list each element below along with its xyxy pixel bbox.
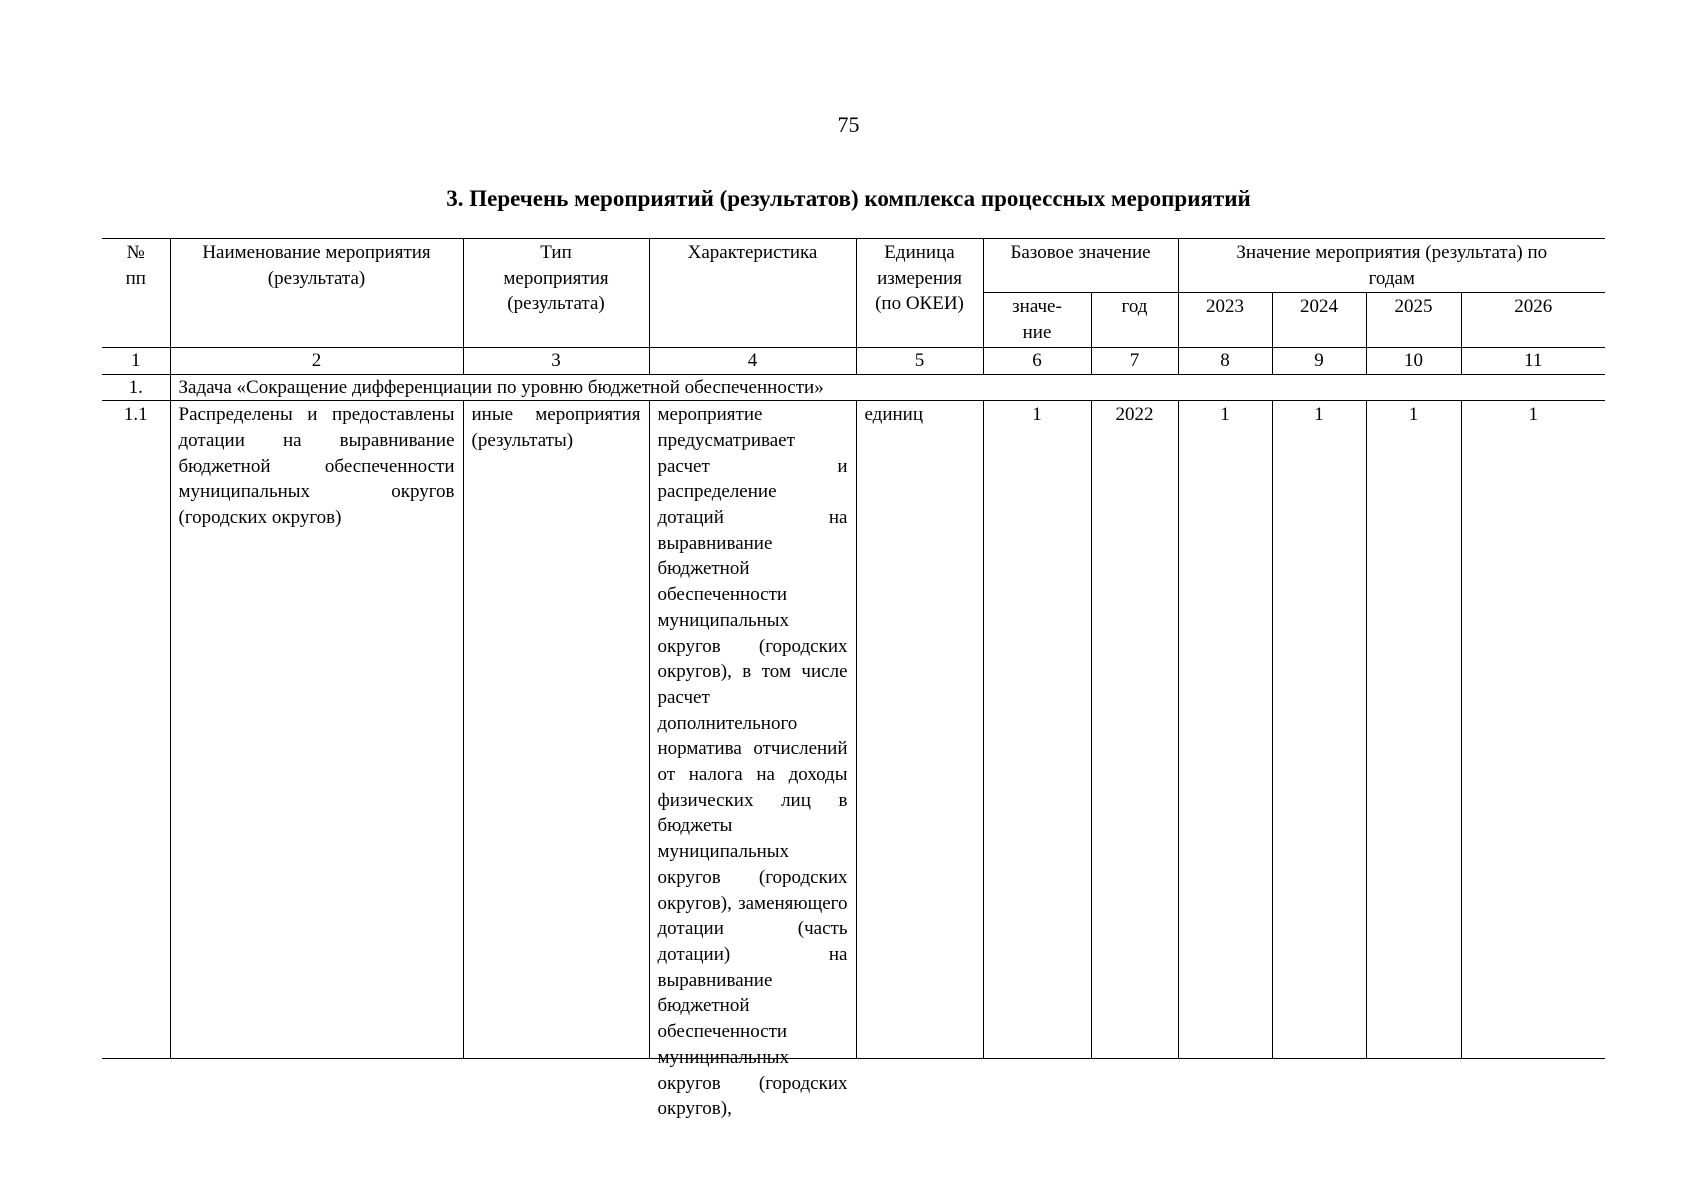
- header-type: Тип мероприятия (результата): [463, 239, 649, 348]
- column-number: 10: [1366, 347, 1461, 374]
- column-number: 11: [1461, 347, 1605, 374]
- measure-name: Распределены и предоставлены дотации на выравнивание бюджетной обеспеченности муниципальных округов (городских округов): [170, 401, 463, 1059]
- header-year-2024: 2024: [1272, 293, 1366, 347]
- row-number: 1.1: [102, 401, 170, 1059]
- header-base-year: год: [1091, 293, 1178, 347]
- value-2023: 1: [1178, 401, 1272, 1059]
- task-number: 1.: [102, 374, 170, 401]
- column-numbers-row: [102, 347, 1605, 374]
- value-2026: 1: [1461, 401, 1605, 1059]
- base-year: 2022: [1091, 401, 1178, 1059]
- column-number: 4: [649, 347, 856, 374]
- header-base-value: Базовое значение: [983, 239, 1178, 293]
- base-value: 1: [983, 401, 1091, 1059]
- value-2024: 1: [1272, 401, 1366, 1059]
- unit-value: единиц: [856, 401, 983, 1059]
- column-number: 2: [170, 347, 463, 374]
- measure-type: иные мероприятия (результаты): [463, 401, 649, 1059]
- header-base-value-value: значе- ние: [983, 293, 1091, 347]
- column-number: 9: [1272, 347, 1366, 374]
- header-year-2026: 2026: [1461, 293, 1605, 347]
- column-number: 8: [1178, 347, 1272, 374]
- value-2025: 1: [1366, 401, 1461, 1059]
- task-text: Задача «Сокращение дифференциации по уровню бюджетной обеспеченности»: [170, 374, 1605, 401]
- page-number: 75: [837, 112, 860, 137]
- table-row: [102, 401, 1605, 1059]
- measure-characteristic: [649, 401, 856, 1120]
- header-characteristic: Характеристика: [649, 239, 856, 348]
- header-year-2023: 2023: [1178, 293, 1272, 347]
- column-number: 7: [1091, 347, 1178, 374]
- header-num: № пп: [102, 239, 170, 348]
- header-unit: Единица измерения (по ОКЕИ): [856, 239, 983, 348]
- characteristic-text: мероприятие предусматривает расчет и распределение дотаций на выравнивание бюджетной обеспеченности муниципальных округов (городских округов), в том числе расчет дополнительного норматива отчислений от налога на доходы физических лиц в бюджеты муниципальных округов (городских округов), заменяющего дотации (часть дотации) на выравнивание бюджетной обеспеченности муниципальных округов (городских округов),: [657, 404, 848, 1120]
- column-number: 5: [856, 347, 983, 374]
- measures-table: [102, 238, 1605, 1120]
- header-name: Наименование мероприятия (результата): [170, 239, 463, 348]
- column-number: 6: [983, 347, 1091, 374]
- header-year-2025: 2025: [1366, 293, 1461, 347]
- section-title: 3. Перечень мероприятий (результатов) комплекса процессных мероприятий: [446, 186, 1251, 211]
- header-values-by-years: Значение мероприятия (результата) по годам: [1178, 239, 1605, 293]
- column-number: 3: [463, 347, 649, 374]
- column-number: 1: [102, 347, 170, 374]
- task-row: [102, 374, 1605, 401]
